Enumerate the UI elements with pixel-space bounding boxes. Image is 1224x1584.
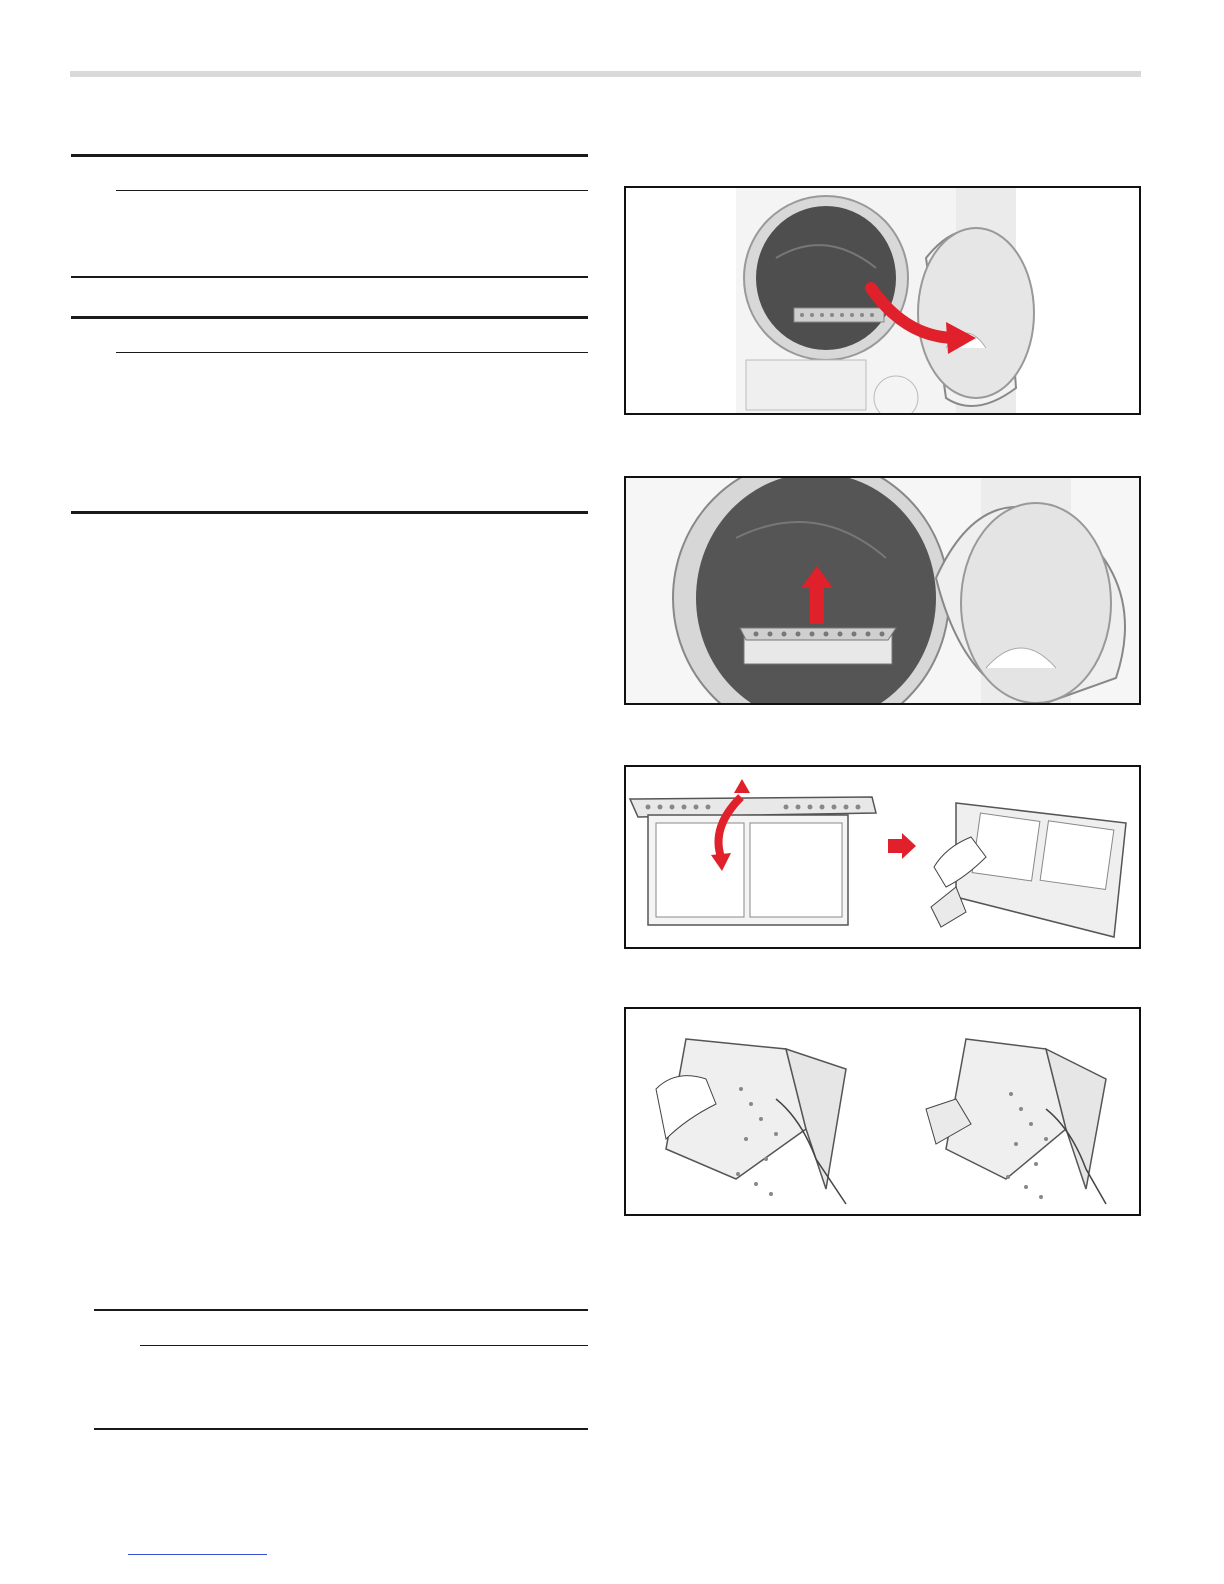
subsection-rule-3 [140, 1345, 588, 1346]
section-rule-4 [71, 511, 588, 514]
figure-open-filter [624, 765, 1141, 949]
subsection-rule-2 [116, 352, 588, 353]
header-bar [70, 71, 1141, 77]
section-rule-5 [94, 1309, 588, 1311]
figure-lift-filter [624, 476, 1141, 705]
figure-clean-filter [624, 1007, 1141, 1216]
dryer-door-illustration [626, 188, 1139, 413]
section-rule-3 [71, 316, 588, 319]
section-rule-1 [71, 154, 588, 157]
figure-open-door [624, 186, 1141, 415]
lift-filter-illustration [626, 478, 1139, 703]
open-filter-illustration [626, 767, 1139, 947]
section-rule-6 [94, 1428, 588, 1430]
clean-filter-illustration [626, 1009, 1139, 1214]
filter-left [656, 1039, 846, 1204]
footer-link-underline[interactable] [128, 1554, 267, 1555]
subsection-rule-1 [116, 190, 588, 191]
red-up-arrow [810, 586, 824, 624]
section-rule-2 [71, 276, 588, 278]
red-right-arrow [888, 839, 902, 853]
filter-right [926, 1039, 1106, 1204]
